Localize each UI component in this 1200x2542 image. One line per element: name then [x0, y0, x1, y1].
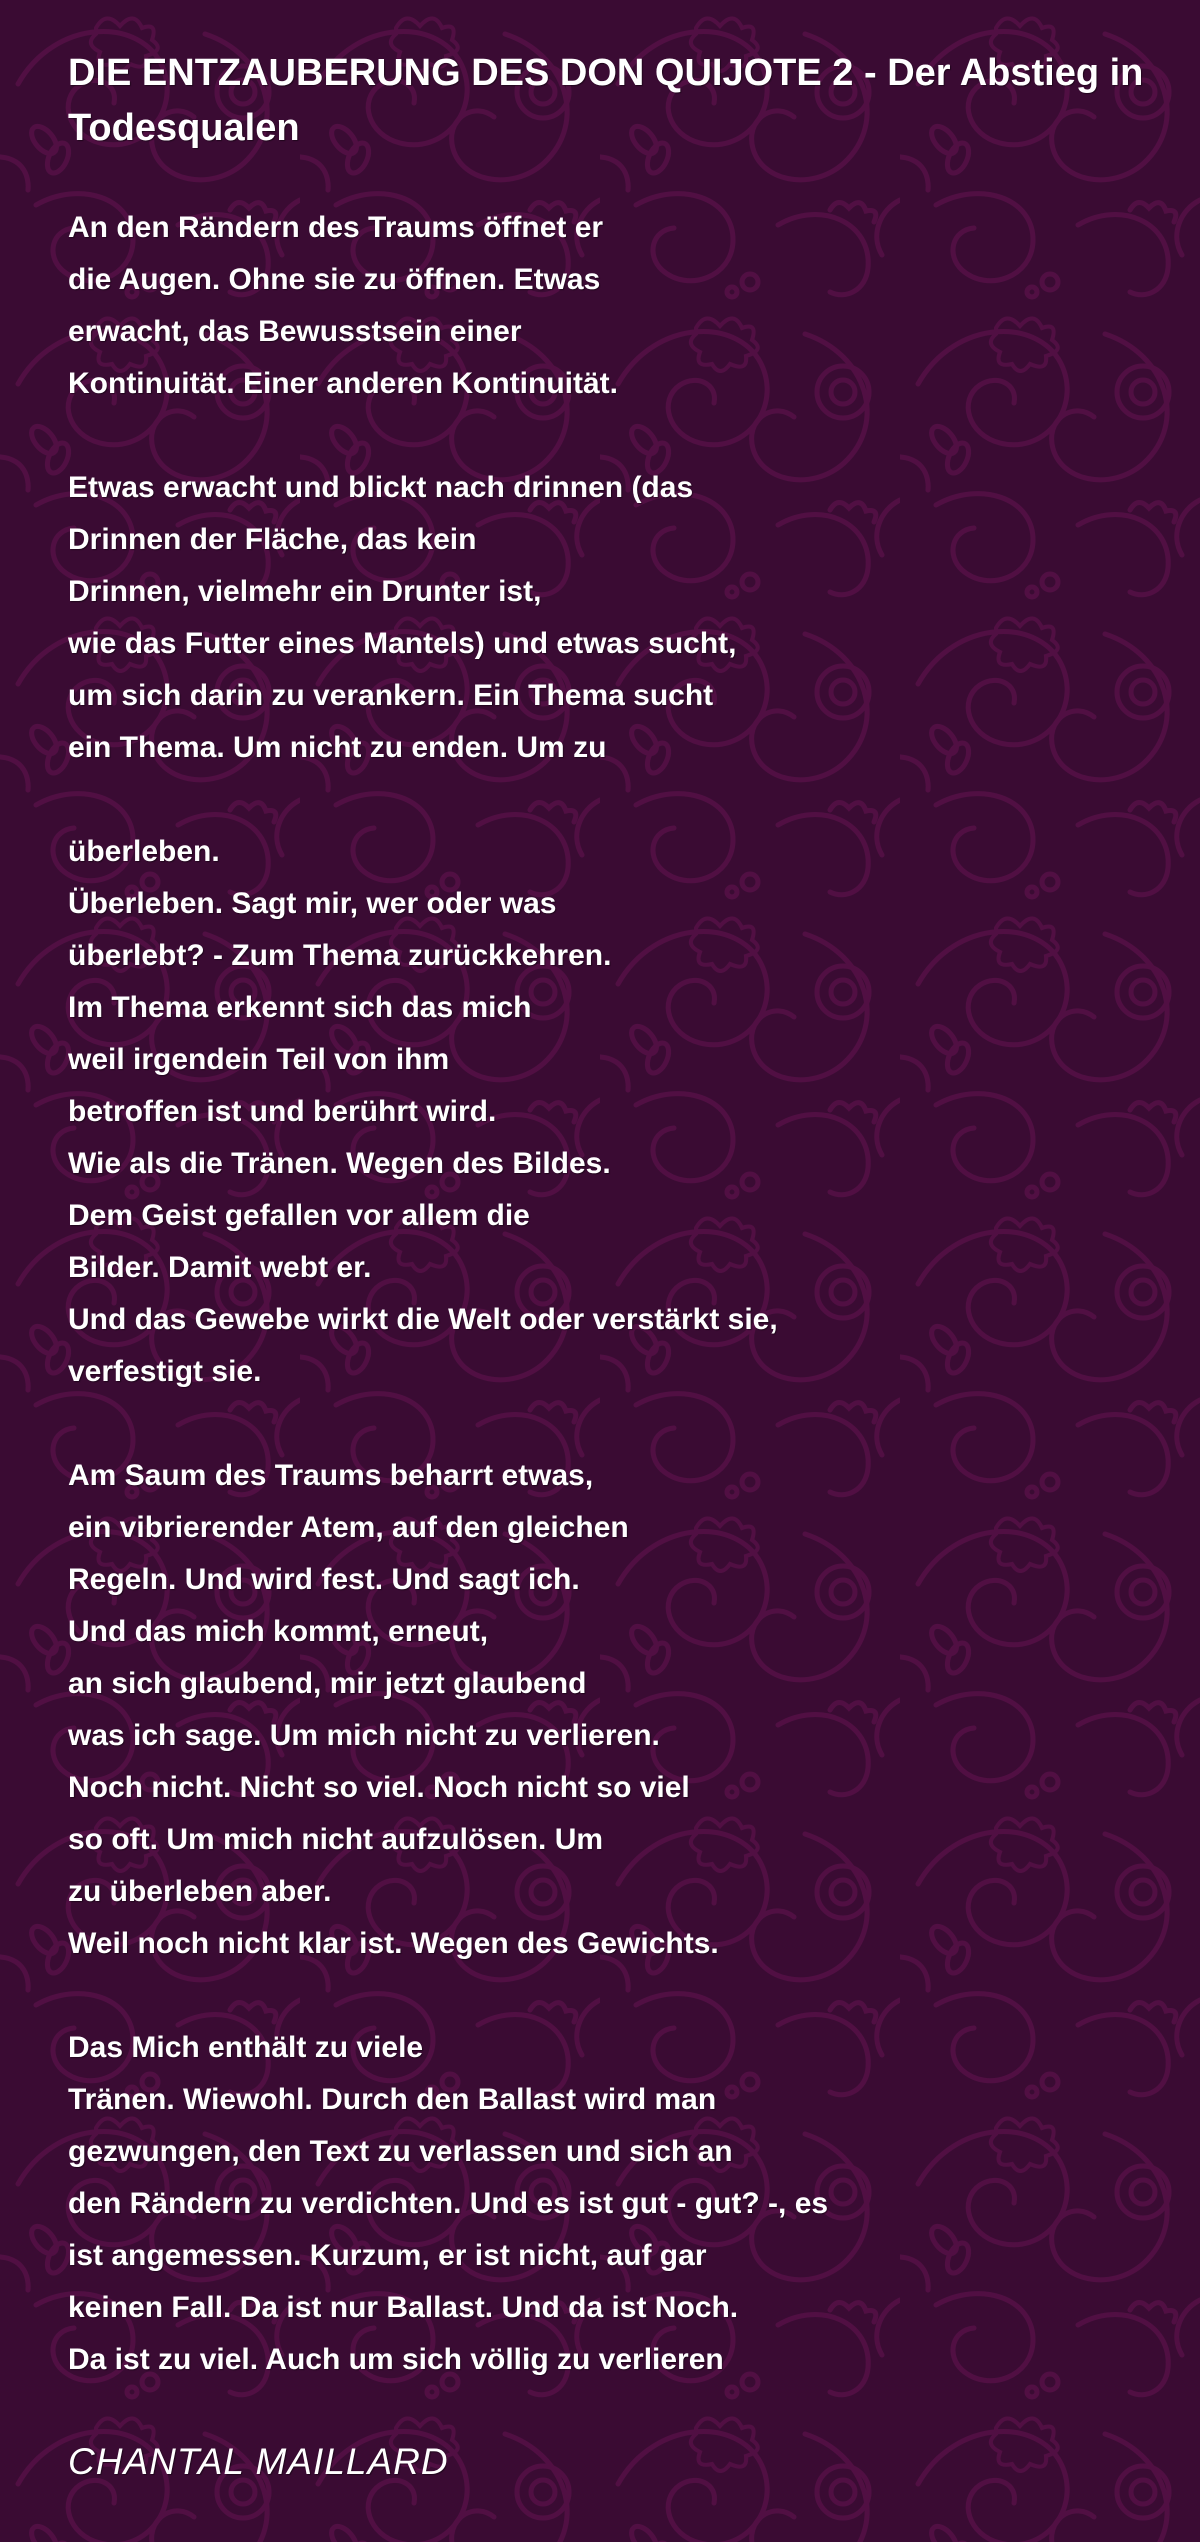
poem-title-line-1: DIE ENTZAUBERUNG DES DON QUIJOTE 2 - Der Abstieg in: [68, 52, 1144, 94]
poem-line: Überleben. Sagt mir, wer oder was: [68, 887, 557, 920]
poem-line: wie das Futter eines Mantels) und etwas sucht,: [68, 627, 737, 660]
poem-line: An den Rändern des Traums öffnet er: [68, 211, 604, 244]
poem-line: Und das mich kommt, erneut,: [68, 1615, 489, 1648]
stanza-2: [68, 462, 1200, 774]
poem-line: keinen Fall. Da ist nur Ballast. Und da ist Noch.: [68, 2291, 739, 2324]
poem-line: Da ist zu viel. Auch um sich völlig zu verlieren: [68, 2343, 724, 2376]
poem-line: Drinnen der Fläche, das kein: [68, 523, 477, 556]
poem-line: Bilder. Damit webt er.: [68, 1251, 372, 1284]
poem-line: Weil noch nicht klar ist. Wegen des Gewichts.: [68, 1927, 719, 1960]
poem-line: Das Mich enthält zu viele: [68, 2031, 424, 2064]
poem-line: Etwas erwacht und blickt nach drinnen (das: [68, 471, 694, 504]
stanza-3: [68, 826, 1200, 1398]
poem-line: den Rändern zu verdichten. Und es ist gut - gut? -, es: [68, 2187, 829, 2220]
poem-line: erwacht, das Bewusstsein einer: [68, 315, 522, 348]
poem-line: gezwungen, den Text zu verlassen und sich an: [68, 2135, 733, 2168]
poem-line: Regeln. Und wird fest. Und sagt ich.: [68, 1563, 580, 1596]
poem-line: zu überleben aber.: [68, 1875, 332, 1908]
poem-title: [68, 46, 1200, 156]
poem-line: die Augen. Ohne sie zu öffnen. Etwas: [68, 263, 601, 296]
poem-line: überleben.: [68, 835, 220, 868]
poem-line: was ich sage. Um mich nicht zu verlieren.: [68, 1719, 660, 1752]
poem-line: Drinnen, vielmehr ein Drunter ist,: [68, 575, 542, 608]
poem-line: Kontinuität. Einer anderen Kontinuität.: [68, 367, 618, 400]
poem-line: Noch nicht. Nicht so viel. Noch nicht so viel: [68, 1771, 690, 1804]
poem-line: Dem Geist gefallen vor allem die: [68, 1199, 530, 1232]
poem-line: Wie als die Tränen. Wegen des Bildes.: [68, 1147, 611, 1180]
poem-line: Am Saum des Traums beharrt etwas,: [68, 1459, 594, 1492]
poem-line: um sich darin zu verankern. Ein Thema sucht: [68, 679, 714, 712]
poem-line: ein vibrierender Atem, auf den gleichen: [68, 1511, 629, 1544]
poem-line: ein Thema. Um nicht zu enden. Um zu: [68, 731, 607, 764]
poem-author: CHANTAL MAILLARD: [68, 2441, 449, 2482]
poem-line: Und das Gewebe wirkt die Welt oder verstärkt sie,: [68, 1303, 778, 1336]
stanza-5: [68, 2022, 1200, 2386]
poem-line: Im Thema erkennt sich das mich: [68, 991, 532, 1024]
poem-line: weil irgendein Teil von ihm: [68, 1043, 450, 1076]
poem-body: [68, 202, 1200, 2386]
poem-line: ist angemessen. Kurzum, er ist nicht, auf gar: [68, 2239, 707, 2272]
poem-line: betroffen ist und berührt wird.: [68, 1095, 497, 1128]
poem-title-line-2: Todesqualen: [68, 107, 300, 149]
poem-line: Tränen. Wiewohl. Durch den Ballast wird man: [68, 2083, 717, 2116]
stanza-4: [68, 1450, 1200, 1970]
poem-line: so oft. Um mich nicht aufzulösen. Um: [68, 1823, 604, 1856]
stanza-1: [68, 202, 1200, 410]
poem-line: überlebt? - Zum Thema zurückkehren.: [68, 939, 612, 972]
poem-line: verfestigt sie.: [68, 1355, 262, 1388]
poem-line: an sich glaubend, mir jetzt glaubend: [68, 1667, 587, 1700]
